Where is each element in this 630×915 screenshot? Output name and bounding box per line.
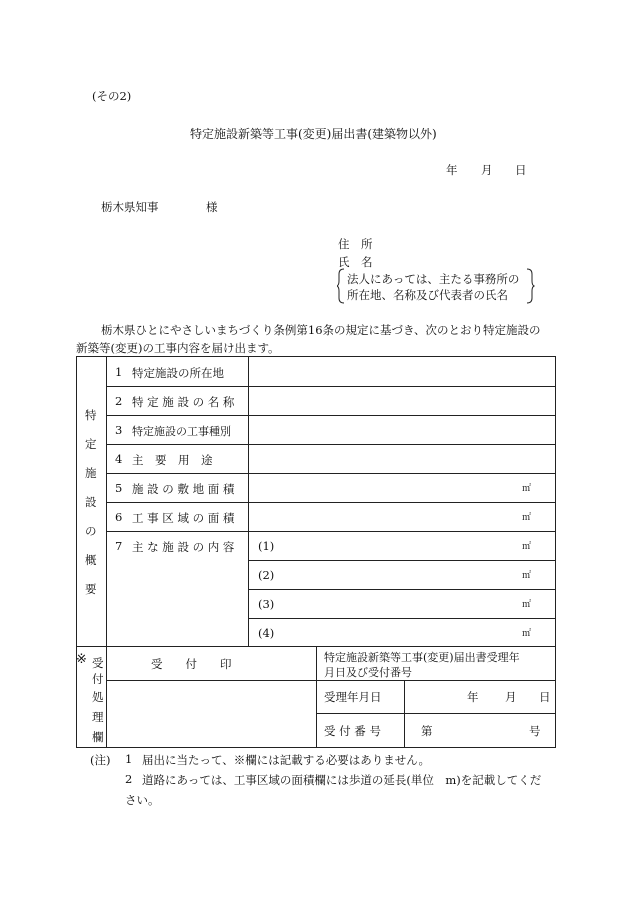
- receipt-year-label: 年: [467, 690, 479, 704]
- reception-side-char: 欄: [92, 730, 104, 744]
- receipt-number-prefix: 第: [421, 724, 433, 738]
- document-title: 特定施設新築等工事(変更)届出書(建築物以外): [190, 127, 437, 141]
- addressee: 栃木県知事: [101, 200, 159, 214]
- applicant-note-line2: 所在地、名称及び代表者の氏名: [347, 288, 508, 302]
- outline-side-char: 設: [85, 495, 97, 509]
- note-text: 道路にあっては、工事区域の面積欄には歩道の延長(単位 m)を記載してくだ: [142, 773, 542, 787]
- facility-index: (2): [258, 568, 275, 582]
- receipt-month-label: 月: [505, 690, 517, 704]
- facility-unit: ㎡: [522, 542, 532, 552]
- facility-index: (3): [258, 597, 275, 611]
- note-number: 1: [125, 752, 133, 766]
- facility-unit: ㎡: [522, 629, 532, 639]
- work-type-input[interactable]: [254, 423, 550, 439]
- name-label: 氏 名: [338, 255, 373, 269]
- reception-side-char: 処: [92, 690, 104, 704]
- note-text: 届出に当たって、※欄には記載する必要はありません。: [142, 753, 430, 767]
- reception-side-char: 受: [92, 656, 104, 670]
- row-number: 6: [115, 510, 123, 524]
- outline-side-char: の: [85, 524, 97, 538]
- reception-side-char: 理: [92, 710, 104, 724]
- receipt-header-line2: 月日及び受付番号: [324, 666, 412, 679]
- reception-side-char: 付: [92, 672, 104, 686]
- notes-label: (注): [90, 753, 111, 767]
- outline-side-char: 施: [85, 466, 97, 480]
- facility-name-input[interactable]: [254, 394, 550, 410]
- row-label-main-facilities: 主 な 施 設 の 内 容: [132, 540, 235, 554]
- address-label: 住 所: [338, 237, 373, 251]
- note-text-continued: さい。: [125, 793, 160, 807]
- intro-line1: 栃木県ひとにやさしいまちづくり条例第16条の規定に基づき、次のとおり特定施設の: [101, 323, 541, 337]
- date-year-label: 年: [446, 163, 458, 177]
- intro-line2: 新築等(変更)の工事内容を届け出ます。: [76, 341, 280, 355]
- honorific: 様: [206, 200, 218, 214]
- site-area-unit: ㎡: [522, 484, 532, 494]
- row-number: 2: [115, 394, 123, 408]
- section-label: (その2): [92, 89, 132, 103]
- row-label-main-use: 主 要 用 途: [132, 453, 213, 467]
- main-use-input[interactable]: [254, 452, 550, 468]
- receipt-date-label: 受理年月日: [324, 690, 382, 704]
- row-number: 3: [115, 423, 123, 437]
- work-area-unit: ㎡: [522, 513, 532, 523]
- row-number: 1: [115, 365, 123, 379]
- row-number: 7: [115, 539, 123, 553]
- receipt-day-label: 日: [539, 690, 551, 704]
- outline-side-char: 要: [85, 582, 97, 596]
- note-number: 2: [125, 772, 133, 786]
- applicant-note-line1: 法人にあっては、主たる事務所の: [347, 272, 520, 286]
- office-use-mark: ※: [76, 652, 87, 667]
- reception-stamp-label: 受 付 印: [151, 657, 232, 671]
- receipt-number-label: 受 付 番 号: [324, 724, 381, 738]
- row-label-work-area: 工 事 区 域 の 面 積: [132, 511, 235, 525]
- date-day-label: 日: [515, 163, 527, 177]
- row-number: 4: [115, 452, 123, 466]
- facility-unit: ㎡: [522, 571, 532, 581]
- row-label-facility-name: 特 定 施 設 の 名 称: [132, 395, 235, 409]
- receipt-header-line1: 特定施設新築等工事(変更)届出書受理年: [324, 651, 520, 664]
- location-input[interactable]: [254, 365, 550, 381]
- outline-side-char: 定: [85, 437, 97, 451]
- facility-index: (1): [258, 539, 275, 553]
- facility-index: (4): [258, 626, 275, 640]
- row-label-site-area: 施 設 の 敷 地 面 積: [132, 482, 235, 496]
- outline-side-char: 特: [85, 408, 97, 422]
- row-label-work-type: 特定施設の工事種別: [132, 425, 231, 438]
- outline-side-char: 概: [85, 553, 97, 567]
- receipt-number-suffix: 号: [529, 724, 541, 738]
- facility-unit: ㎡: [522, 600, 532, 610]
- row-number: 5: [115, 481, 123, 495]
- row-label-location: 特定施設の所在地: [132, 366, 224, 380]
- date-month-label: 月: [481, 163, 493, 177]
